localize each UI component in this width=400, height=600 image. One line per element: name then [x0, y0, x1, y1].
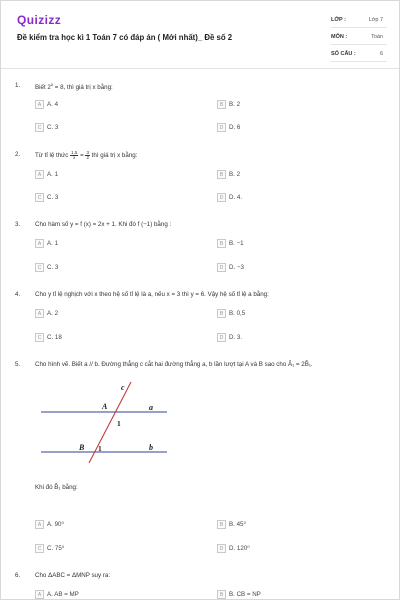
- question-number: 6.: [15, 572, 21, 579]
- label-c: c: [121, 383, 125, 392]
- meta-count-value: 6: [379, 51, 383, 57]
- option-text: C. 3: [47, 194, 59, 201]
- meta-subject-row: [331, 30, 387, 45]
- option-letter-box: D: [217, 193, 226, 202]
- question-number: 4.: [15, 291, 21, 298]
- option-b[interactable]: [217, 170, 240, 179]
- label-a: a: [149, 403, 153, 412]
- question-text: [35, 151, 137, 160]
- worksheet-meta: [331, 13, 387, 64]
- option-a[interactable]: [35, 590, 79, 599]
- option-text: A. 2: [47, 310, 59, 317]
- question-text-part: =: [78, 152, 86, 160]
- option-d[interactable]: [217, 333, 242, 342]
- option-text: B. −1: [229, 240, 244, 247]
- label-point-B: B: [79, 443, 85, 452]
- option-c[interactable]: [35, 123, 58, 132]
- question-number: 1.: [15, 82, 21, 89]
- fraction-denominator: 2: [86, 155, 89, 160]
- question-text-superscript: x: [50, 82, 54, 87]
- option-text: A. 4: [47, 101, 59, 108]
- question-text: Cho hình vẽ. Biết a // b. Đường thẳng c cắt hai đường thẳng a, b lần lượt tại A và B sao cho Â₁ = 2B̂₁.: [35, 361, 313, 368]
- option-letter-box: B: [217, 170, 226, 179]
- option-text: D. 120⁰: [229, 545, 250, 552]
- option-text: C. 3: [47, 124, 59, 131]
- meta-count-label: SỐ CÂU :: [331, 51, 356, 57]
- option-letter-box: C: [35, 123, 44, 132]
- option-letter-box: A: [35, 239, 44, 248]
- question-text-part: thì giá trị x bằng:: [89, 152, 138, 160]
- option-d[interactable]: [217, 263, 244, 272]
- option-c[interactable]: [35, 193, 58, 202]
- line-c: [89, 382, 131, 463]
- option-b[interactable]: [217, 100, 240, 109]
- option-letter-box: B: [217, 239, 226, 248]
- option-text: D. 6: [229, 124, 241, 131]
- header-divider: [1, 68, 399, 69]
- option-text: B. CB = NP: [229, 591, 261, 598]
- fraction-numerator: 3: [86, 150, 89, 155]
- meta-subject-label: MÔN :: [331, 34, 348, 40]
- option-a[interactable]: [35, 100, 58, 109]
- question-number: 2.: [15, 151, 21, 158]
- option-d[interactable]: [217, 123, 240, 132]
- label-angle-A1: 1: [117, 419, 121, 428]
- label-point-A: A: [102, 402, 108, 411]
- option-letter-box: C: [35, 333, 44, 342]
- option-letter-box: A: [35, 590, 44, 599]
- option-b[interactable]: [217, 520, 246, 529]
- option-letter-box: C: [35, 263, 44, 272]
- question-text-part: = 8, thì giá trị x bằng:: [53, 84, 113, 92]
- option-letter-box: A: [35, 309, 44, 318]
- option-letter-box: D: [217, 263, 226, 272]
- question-text: Cho hàm số y = f (x) = 2x + 1. Khi đó f (−1) bằng :: [35, 221, 172, 228]
- option-d[interactable]: [217, 544, 250, 553]
- option-c[interactable]: [35, 333, 62, 342]
- quizizz-logo: Quizizz: [17, 13, 62, 27]
- option-text: B. 45⁰: [229, 521, 246, 528]
- option-text: A. 90⁰: [47, 521, 64, 528]
- option-text: B. 2: [229, 171, 241, 178]
- meta-class-value: Lớp 7: [368, 17, 383, 23]
- option-letter-box: B: [217, 309, 226, 318]
- option-letter-box: B: [217, 520, 226, 529]
- option-letter-box: B: [217, 590, 226, 599]
- option-text: C. 3: [47, 264, 59, 271]
- fraction-denominator: x: [73, 155, 76, 160]
- option-text: D. −3: [229, 264, 244, 271]
- meta-count-row: [331, 47, 387, 62]
- option-text: A. 1: [47, 240, 59, 247]
- option-a[interactable]: [35, 239, 58, 248]
- question-text: [35, 82, 113, 91]
- question-text-part: Biết 2: [35, 84, 51, 92]
- worksheet-title: Đề kiểm tra học kì 1 Toán 7 có đáp án ( Mới nhất)_ Đề số 2: [17, 33, 233, 42]
- option-letter-box: A: [35, 170, 44, 179]
- question-text-part: Từ tỉ lệ thức: [35, 152, 71, 160]
- option-c[interactable]: [35, 544, 64, 553]
- option-letter-box: C: [35, 193, 44, 202]
- parallel-lines-figure: [37, 379, 177, 463]
- meta-subject-value: Toán: [371, 34, 383, 40]
- option-letter-box: B: [217, 100, 226, 109]
- option-text: A. 1: [47, 171, 59, 178]
- option-d[interactable]: [217, 193, 242, 202]
- label-b: b: [149, 443, 153, 452]
- question-subtext: Khi đó B̂₁ bằng:: [35, 484, 78, 491]
- option-text: B. 0,5: [229, 310, 246, 317]
- option-letter-box: A: [35, 100, 44, 109]
- option-b[interactable]: [217, 309, 245, 318]
- option-b[interactable]: [217, 590, 261, 599]
- option-letter-box: D: [217, 123, 226, 132]
- option-text: C. 18: [47, 334, 62, 341]
- meta-class-row: [331, 13, 387, 28]
- option-text: D. 3.: [229, 334, 243, 341]
- label-angle-B1: 1: [98, 444, 102, 453]
- option-letter-box: D: [217, 544, 226, 553]
- option-text: C. 75⁰: [47, 545, 65, 552]
- option-a[interactable]: [35, 170, 58, 179]
- question-number: 3.: [15, 221, 21, 228]
- option-letter-box: A: [35, 520, 44, 529]
- option-text: D. 4.: [229, 194, 243, 201]
- option-text: B. 2: [229, 101, 241, 108]
- meta-class-label: LỚP :: [331, 17, 346, 23]
- option-a[interactable]: [35, 520, 64, 529]
- option-text: A. AB = MP: [47, 591, 79, 598]
- option-b[interactable]: [217, 239, 244, 248]
- option-c[interactable]: [35, 263, 58, 272]
- question-number: 5.: [15, 361, 21, 368]
- question-text: Cho ΔABC = ΔMNP suy ra:: [35, 572, 111, 579]
- option-letter-box: C: [35, 544, 44, 553]
- question-text: Cho y tỉ lệ nghịch với x theo hệ số tỉ lệ là a, nếu x = 3 thì y = 6. Vậy hệ số tỉ lệ a bằng:: [35, 291, 269, 298]
- option-a[interactable]: [35, 309, 58, 318]
- option-letter-box: D: [217, 333, 226, 342]
- fraction-numerator: 1,5: [71, 150, 78, 155]
